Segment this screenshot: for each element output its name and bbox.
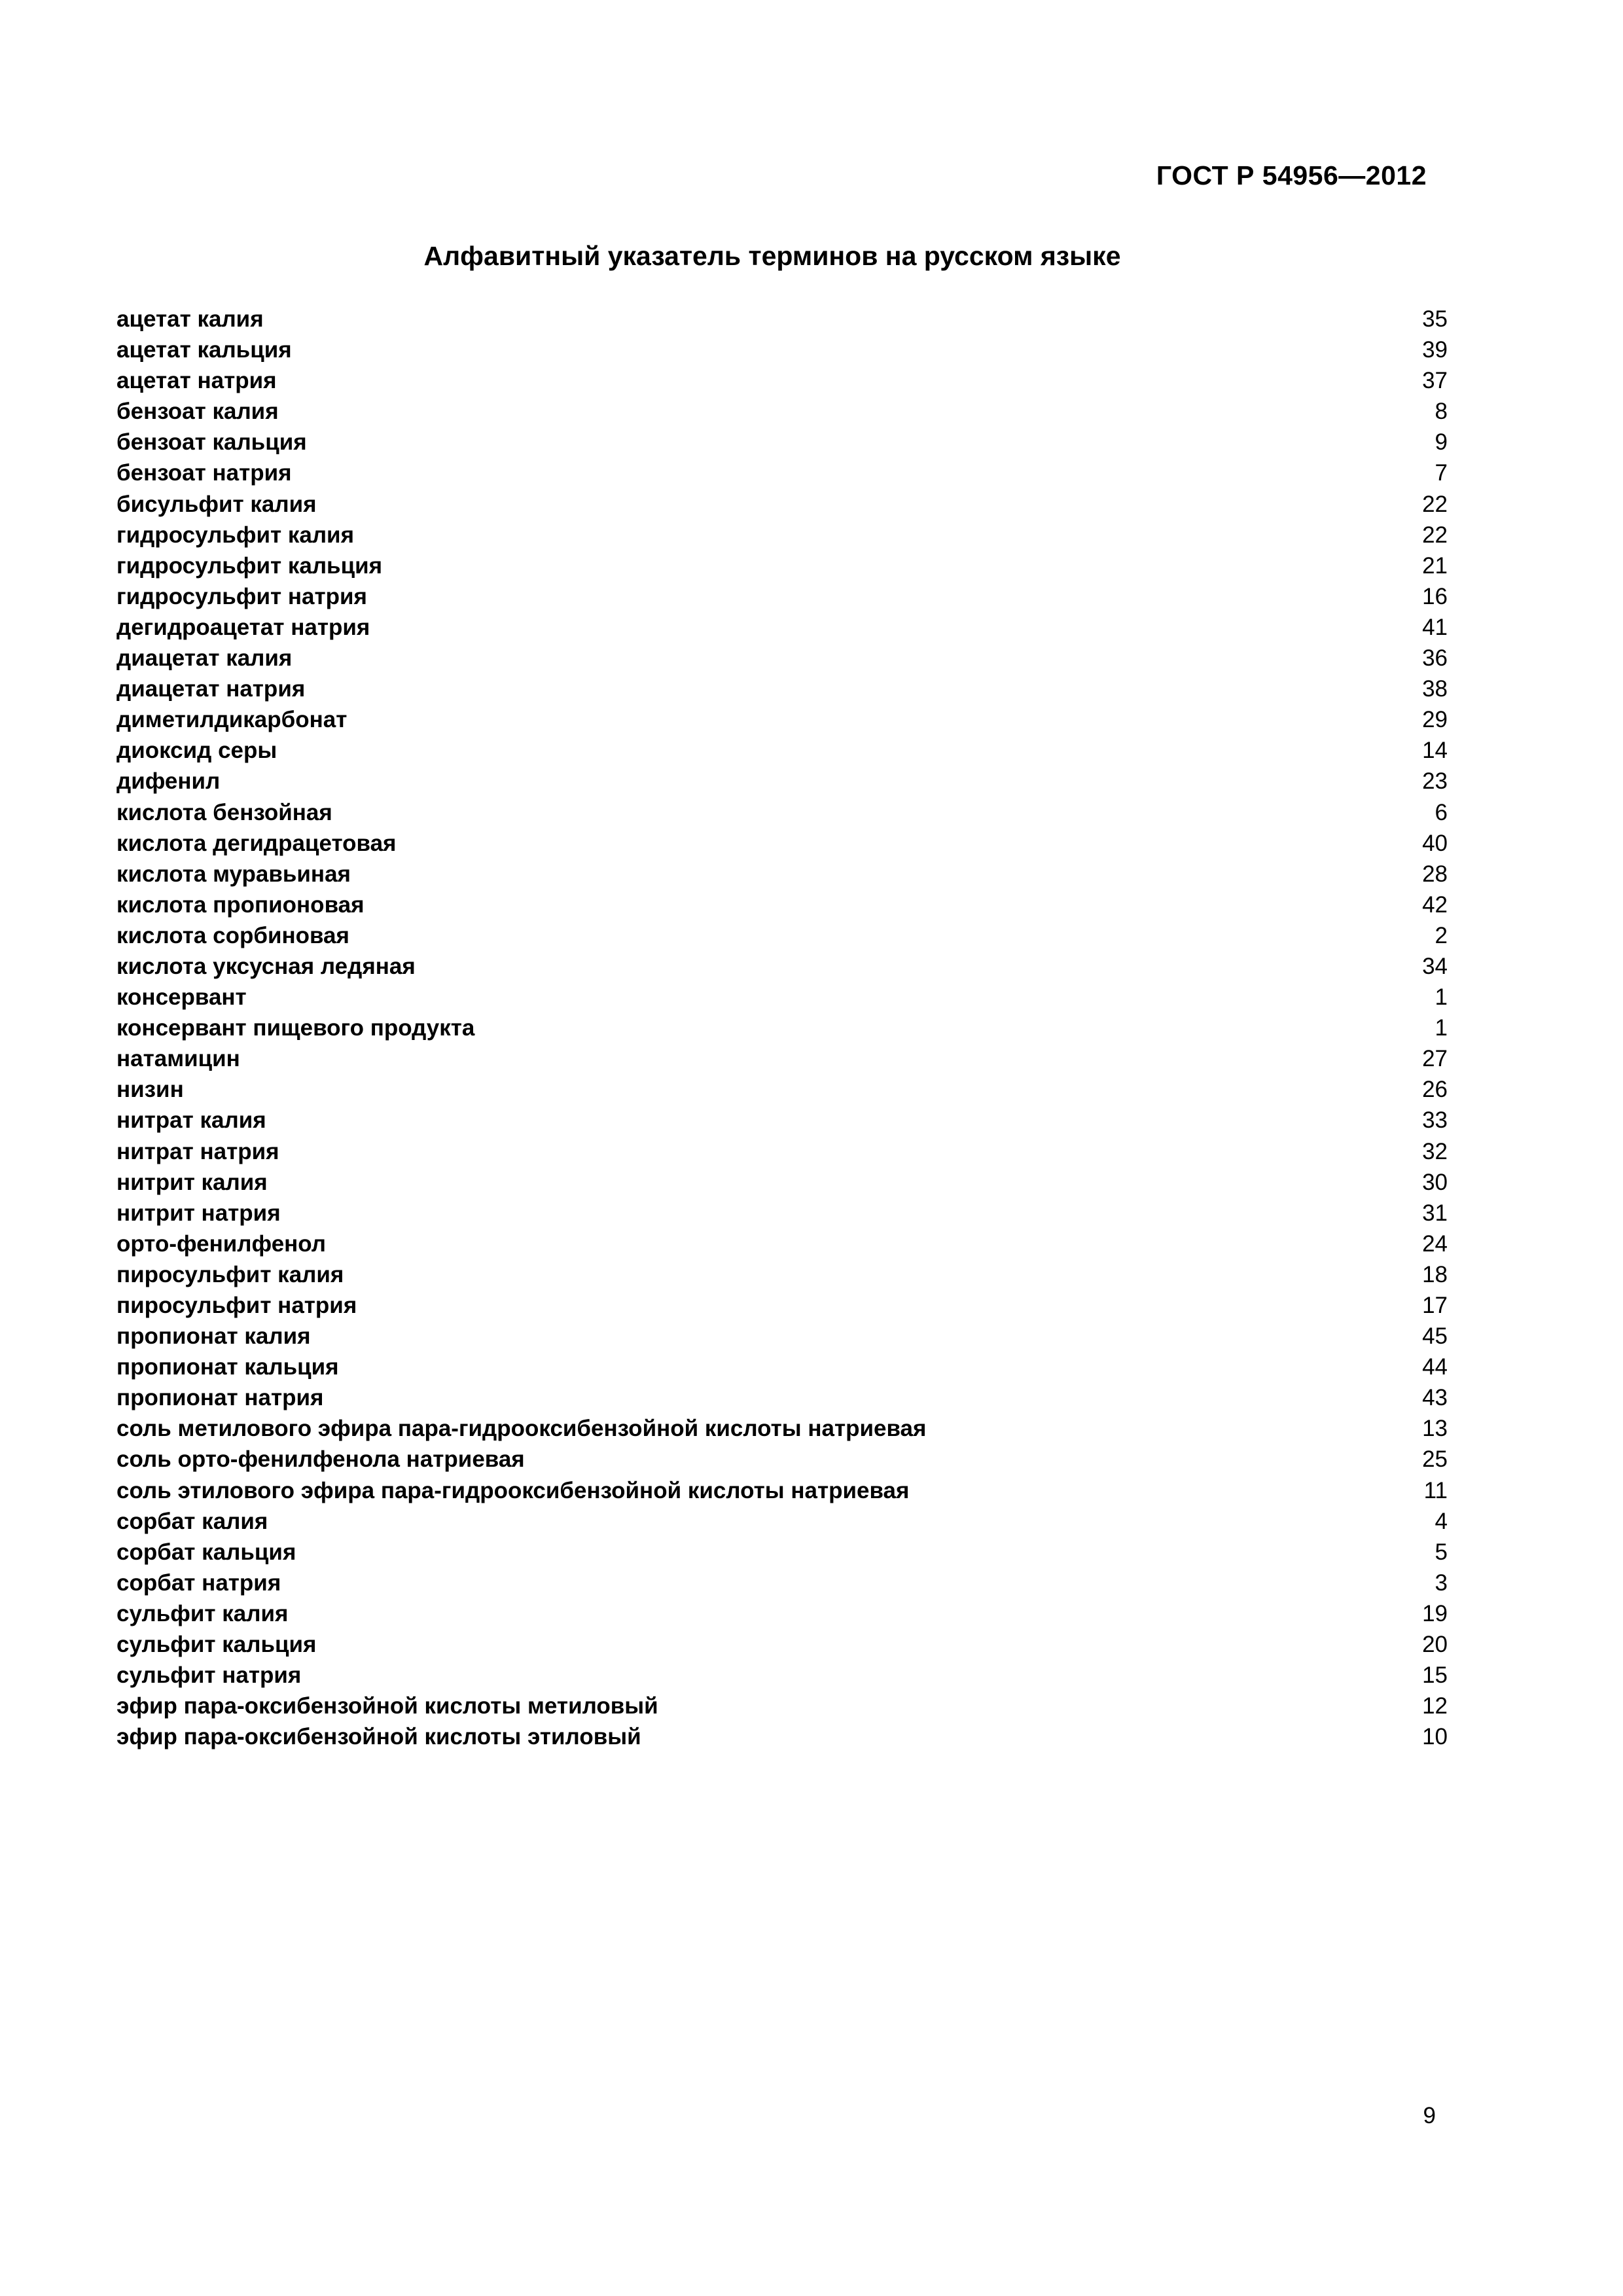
index-term-number: 18 [1422,1261,1448,1287]
index-term: сульфит натрия [116,1662,302,1689]
index-term: кислота муравьиная [116,861,351,887]
index-entry [116,1444,1448,1475]
index-term: дифенил [116,768,221,795]
index-term: ацетат натрия [116,368,277,394]
index-term: пропионат натрия [116,1385,324,1411]
index-term: диметилдикарбонат [116,707,348,733]
index-term-number: 29 [1422,707,1448,733]
index-entry [116,612,1448,643]
index-term: пиросульфит натрия [116,1293,357,1318]
index-term: консервант [116,984,247,1011]
index-term: кислота пропионовая [116,891,365,918]
index-entry [116,1382,1448,1413]
index-term-number: 38 [1422,676,1448,702]
index-entry [116,1198,1448,1229]
index-term: гидросульфит кальция [116,552,383,579]
index-term-number: 21 [1422,552,1448,579]
index-term-number: 22 [1422,491,1448,517]
index-term-number: 15 [1422,1662,1448,1689]
index-term: кислота бензойная [116,799,332,825]
index-entry [116,1074,1448,1105]
index-entry [116,365,1448,396]
index-term: кислота сорбиновая [116,922,349,948]
index-term-number: 35 [1422,306,1448,332]
index-term: ацетат кальция [116,337,292,363]
index-term-number: 41 [1422,614,1448,640]
index-term: сульфит кальция [116,1632,317,1658]
index-entry [116,1506,1448,1537]
index-term: орто-фенилфенол [116,1230,327,1257]
index-term: диоксид серы [116,738,277,764]
index-term-number: 42 [1422,891,1448,918]
index-entry [116,1660,1448,1691]
index-term-number: 23 [1422,768,1448,795]
index-entry [116,1013,1448,1043]
index-entry [116,1167,1448,1198]
index-term: соль метилового эфира пара-гидрооксибензойной кислоты натриевая [116,1416,927,1442]
index-term-number: 22 [1422,522,1448,548]
index-term: кислота уксусная ледяная [116,953,416,979]
index-term: пропионат кальция [116,1354,339,1380]
index-term-number: 11 [1423,1477,1448,1503]
index-entry [116,859,1448,889]
index-term: гидросульфит калия [116,522,354,548]
index-entry [116,396,1448,427]
index-term: низин [116,1077,184,1103]
index-term-number: 5 [1435,1539,1448,1565]
index-term: сорбат натрия [116,1570,281,1596]
index-term-number: 10 [1422,1724,1448,1750]
index-term: натамицин [116,1046,240,1072]
index-term: гидросульфит натрия [116,583,367,609]
index-term-number: 4 [1435,1508,1448,1534]
index-entry [116,673,1448,704]
index-term-number: 34 [1422,953,1448,979]
index-entry [116,334,1448,365]
index-entry [116,1568,1448,1598]
index-term: сорбат калия [116,1508,268,1534]
index-entry [116,797,1448,828]
index-term: соль орто-фенилфенола натриевая [116,1446,525,1473]
index-entry [116,1321,1448,1352]
index-term-number: 16 [1422,583,1448,609]
index-term-number: 1 [1435,1015,1448,1041]
index-term: дегидроацетат натрия [116,614,370,640]
index-entry [116,427,1448,457]
index-entry [116,1629,1448,1660]
index-entry [116,1598,1448,1629]
index-entry [116,828,1448,859]
index-term-number: 2 [1435,922,1448,948]
index-term-number: 8 [1435,399,1448,425]
index-term-number: 25 [1422,1446,1448,1473]
index-entry [116,643,1448,673]
index-term: соль этилового эфира пара-гидрооксибензойной кислоты натриевая [116,1477,910,1503]
index-term-number: 20 [1422,1632,1448,1658]
index-entry [116,520,1448,550]
index-term: кислота дегидрацетовая [116,830,397,856]
index-entry [116,1475,1448,1506]
index-term: ацетат калия [116,306,264,332]
index-term: бензоат натрия [116,460,292,486]
index-term: диацетат натрия [116,676,306,702]
index-term-number: 1 [1435,984,1448,1011]
index-term-number: 30 [1422,1169,1448,1195]
index-term-number: 43 [1422,1385,1448,1411]
index-term: сульфит калия [116,1600,289,1626]
index-entry [116,1691,1448,1721]
index-term: нитрат калия [116,1107,266,1134]
index-term-number: 36 [1422,645,1448,672]
index-term: пропионат калия [116,1323,311,1350]
index-term-number: 13 [1422,1416,1448,1442]
index-term: эфир пара-оксибензойной кислоты этиловый [116,1724,641,1750]
index-term-number: 9 [1435,429,1448,456]
index-term-number: 37 [1422,368,1448,394]
index-entry [116,1352,1448,1382]
document-code: ГОСТ Р 54956—2012 [1156,160,1427,190]
index-term-number: 40 [1422,830,1448,856]
index-term: бензоат кальция [116,429,307,456]
index-term-number: 12 [1422,1693,1448,1719]
index-term: диацетат калия [116,645,293,672]
index-term-number: 27 [1422,1046,1448,1072]
index-entry [116,1721,1448,1752]
page-number: 9 [1423,2103,1436,2128]
index-entry [116,1259,1448,1290]
index-term-number: 31 [1422,1200,1448,1226]
index-term: нитрит натрия [116,1200,281,1226]
index-entry [116,1043,1448,1074]
index-entry [116,550,1448,581]
index-term: консервант пищевого продукта [116,1015,475,1041]
term-index-list [116,304,1448,1752]
index-entry [116,1136,1448,1167]
index-entry [116,1290,1448,1321]
index-entry [116,704,1448,735]
index-term: бензоат калия [116,399,279,425]
index-term-number: 39 [1422,337,1448,363]
index-entry [116,766,1448,797]
index-term: нитрат натрия [116,1138,279,1164]
index-term: бисульфит калия [116,491,317,517]
index-term: нитрит калия [116,1169,268,1195]
index-term-number: 33 [1422,1107,1448,1134]
index-entry [116,1229,1448,1259]
index-term-number: 26 [1422,1077,1448,1103]
index-term: пиросульфит калия [116,1261,344,1287]
index-term-number: 17 [1422,1293,1448,1318]
index-entry [116,889,1448,920]
index-term: сорбат кальция [116,1539,296,1565]
index-term-number: 44 [1422,1354,1448,1380]
index-entry [116,1537,1448,1568]
index-entry [116,304,1448,334]
index-title: Алфавитный указатель терминов на русском языке [423,241,1121,271]
index-term-number: 14 [1422,738,1448,764]
index-entry [116,735,1448,766]
index-entry [116,581,1448,612]
index-term-number: 28 [1422,861,1448,887]
index-term-number: 32 [1422,1138,1448,1164]
index-term-number: 6 [1435,799,1448,825]
index-entry [116,920,1448,951]
index-entry [116,951,1448,982]
index-term-number: 24 [1422,1230,1448,1257]
index-term-number: 7 [1435,460,1448,486]
index-entry [116,457,1448,488]
index-term-number: 45 [1422,1323,1448,1350]
index-entry [116,1105,1448,1136]
index-entry [116,1413,1448,1444]
index-entry [116,982,1448,1013]
index-term-number: 3 [1435,1570,1448,1596]
index-entry [116,489,1448,520]
index-term-number: 19 [1422,1600,1448,1626]
index-term: эфир пара-оксибензойной кислоты метиловый [116,1693,658,1719]
